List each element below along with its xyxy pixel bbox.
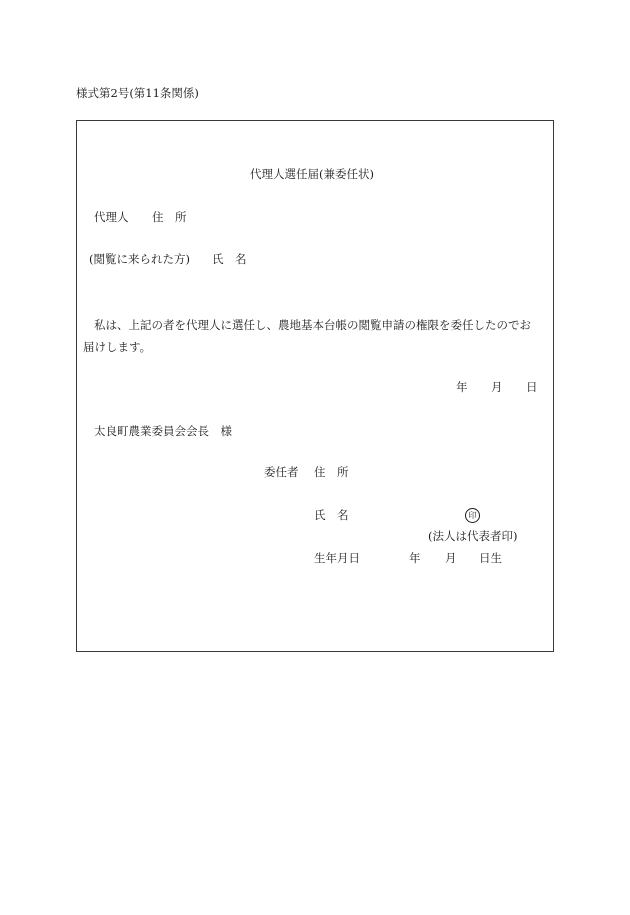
birth-day-label: 日生 (479, 551, 502, 565)
agent-label: 代理人 (94, 210, 129, 224)
date-month-label: 月 (491, 380, 503, 394)
principal-address-label: 住 所 (314, 465, 349, 479)
date-year-label: 年 (456, 380, 468, 394)
principal-label: 委任者 (264, 465, 299, 479)
form-frame (76, 120, 554, 652)
body-text-line-1: 私は、上記の者を代理人に選任し、農地基本台帳の閲覧申請の権限を委任したのでお (94, 318, 531, 332)
seal-note: (法人は代表者印) (428, 529, 518, 543)
body-text-line-2: 届けします。 (83, 340, 152, 354)
agent-address-label: 住 所 (152, 210, 187, 224)
birth-year-label: 年 (409, 551, 421, 565)
form-number: 様式第2号(第11条関係) (76, 86, 199, 100)
seal-mark (465, 508, 480, 523)
birth-date-label: 生年月日 (314, 551, 360, 565)
date-day-label: 日 (526, 380, 538, 394)
agent-name-label: 氏 名 (212, 252, 247, 266)
addressee: 太良町農業委員会会長 様 (94, 424, 232, 438)
principal-name-label: 氏 名 (314, 508, 349, 522)
seal-icon: 印 (465, 508, 480, 523)
birth-month-label: 月 (445, 551, 457, 565)
agent-visitor-note: (閲覧に来られた方) (89, 252, 190, 266)
form-title: 代理人選任届(兼委任状) (250, 167, 374, 181)
